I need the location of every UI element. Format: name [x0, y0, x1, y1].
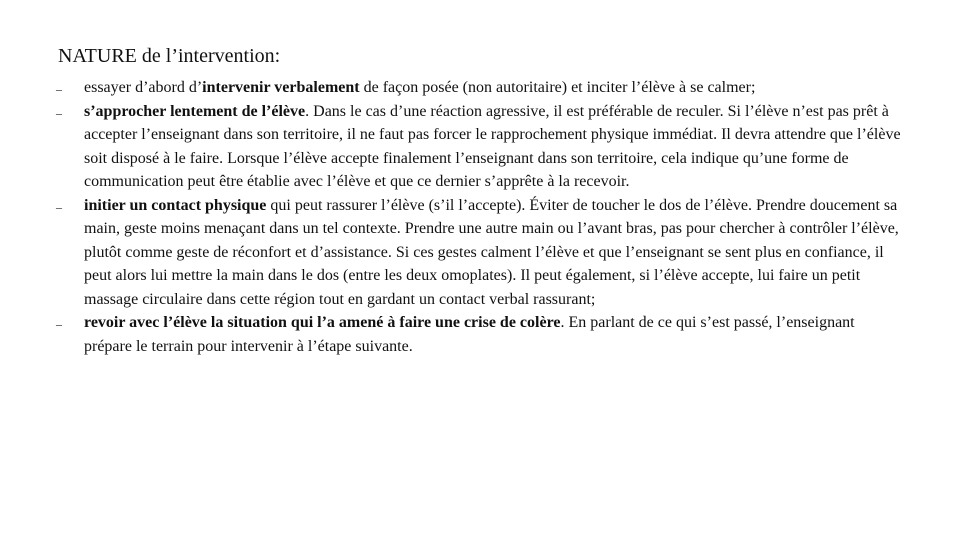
- bullet-text: [84, 79, 755, 96]
- bullet-bold: revoir avec l’élève la situation qui l’a amené à faire une crise de colère: [84, 314, 561, 331]
- bullet-text: [84, 314, 855, 355]
- bullet-text: [84, 197, 899, 308]
- bullet-bold: s’approcher lentement de l’élève: [84, 102, 306, 120]
- bullet-item: [56, 194, 906, 312]
- bullet-bold: initier un contact physique: [84, 196, 267, 214]
- bullet-dash: –: [56, 82, 62, 96]
- bullet-post: qui peut rassurer l’élève (s’il l’accepte). Éviter de toucher le dos de l’élève. Prendre doucement sa main, geste moins menaçant dans un tel contexte. Prendre une autre main ou l’avant bras, pas pour chercher à contrôler l’élève, plutôt comme geste de réconfort et d’assistance. Si ces gestes calment l’élève et que l’enseignant se sent plus en confiance, il peut alors lui mettre la main dans le dos (entre les deux omoplates). Il peut également, si l’élève accepte, lui faire un petit massage circulaire dans cette région tout en gardant un contact verbal rassurant;: [84, 196, 899, 308]
- bullet-post: . En parlant de ce qui s’est passé, l’enseignant prépare le terrain pour intervenir à l’étape suivante.: [84, 314, 855, 355]
- bullet-item: [56, 100, 906, 194]
- bullet-bold: intervenir verbalement: [202, 79, 360, 96]
- bullet-dash: –: [56, 105, 62, 120]
- bullet-dash: –: [56, 317, 62, 331]
- bullet-item: [56, 76, 906, 100]
- bullet-item: [56, 311, 906, 358]
- bullet-post: de façon posée (non autoritaire) et inciter l’élève à se calmer;: [359, 79, 756, 96]
- bullet-post: . Dans le cas d’une réaction agressive, il est préférable de reculer. Si l’élève n’est pas prêt à accepter l’enseignant dans son territoire, il ne faut pas forcer le rapprochement physique immédiat. Il devra attendre que l’élève soit disposé à le faire. Lorsque l’élève accepte finalement l’enseignant dans son territoire, cela indique qu’une forme de communication peut être établie avec l’élève et que ce dernier s’apprête à la recevoir.: [84, 102, 901, 190]
- slide-heading: NATURE de l’intervention:: [58, 45, 281, 67]
- bullet-text: [84, 103, 901, 191]
- bullet-pre: essayer d’abord d’: [84, 79, 203, 96]
- bullet-dash: –: [56, 199, 62, 214]
- bullet-list: [56, 76, 906, 358]
